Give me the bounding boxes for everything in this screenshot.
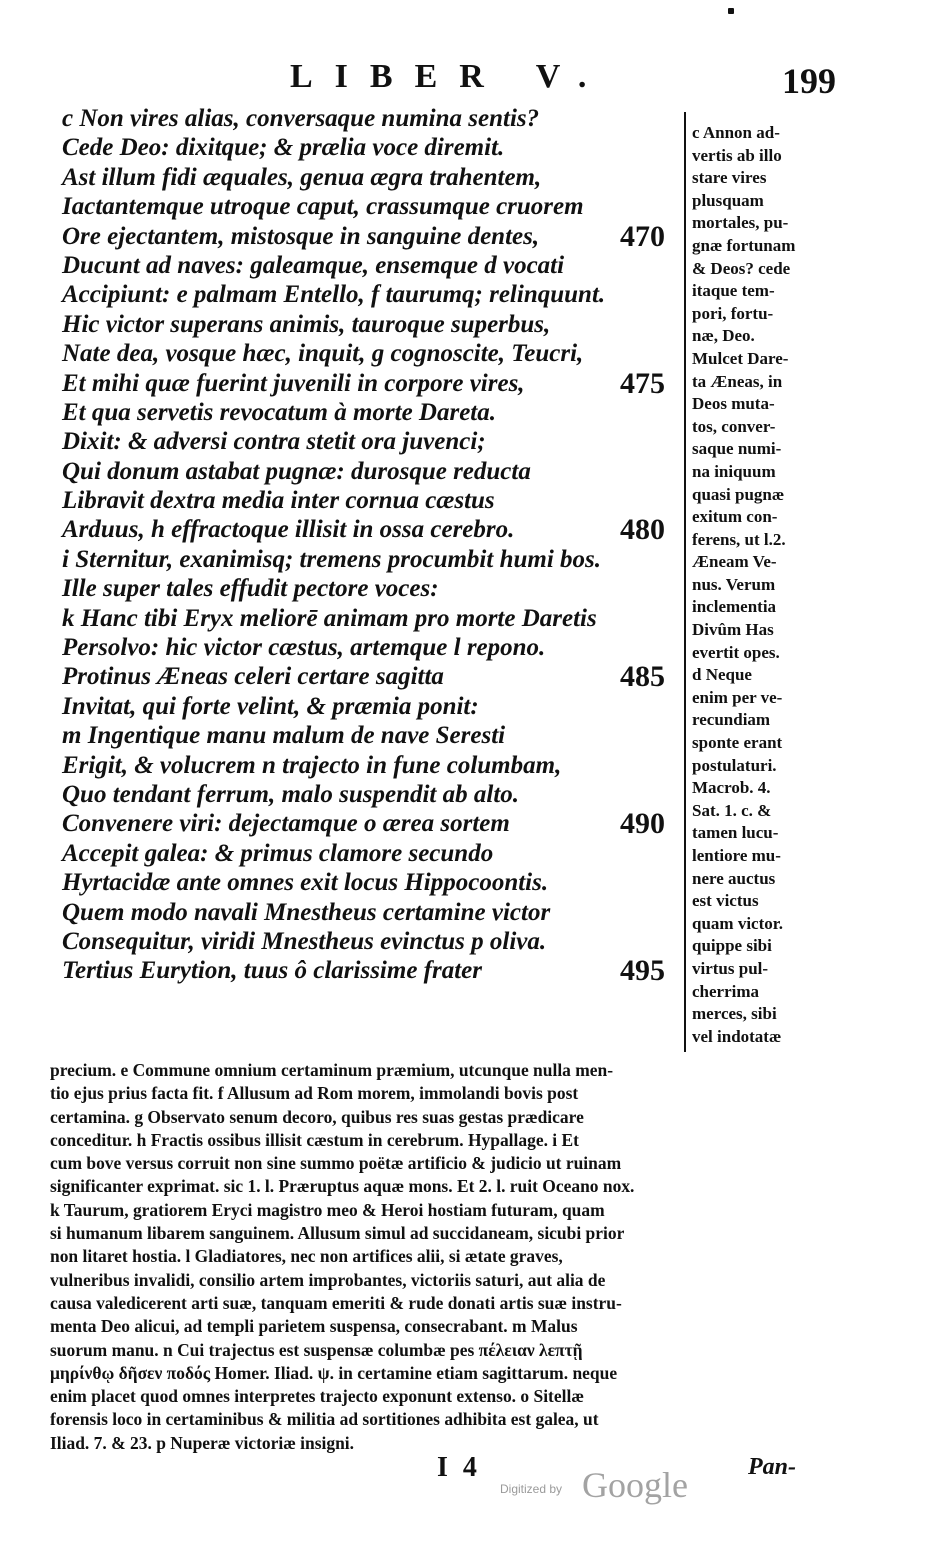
- verse-text: Arduus, h effractoque illisit in ossa cerebro.: [62, 516, 515, 544]
- column-rule: [684, 112, 686, 1052]
- verse-text: Ast illum fidi æquales, genua ægra trahentem,: [62, 163, 542, 191]
- verse-text: Cede Deo: dixitque; & prælia voce diremit.: [62, 134, 505, 162]
- gloss-line: Æneam Ve-: [692, 552, 777, 572]
- verse-line: [62, 751, 682, 780]
- verse-line: [62, 280, 682, 309]
- footnote-line: cum bove versus corruit non sine summo poëtæ artificio & judicio ut ruinam: [50, 1153, 622, 1174]
- gloss-line: pori, fortu-: [692, 303, 774, 323]
- gloss-line: cherrima: [692, 981, 760, 1001]
- verse-line: [62, 721, 682, 750]
- gloss-line: quippe sibi: [692, 936, 772, 956]
- gloss-line: enim per ve-: [692, 687, 783, 707]
- line-number: 475: [620, 366, 665, 400]
- digitized-by-label: Digitized by: [500, 1482, 563, 1496]
- gloss-line: quasi pugnæ: [692, 484, 785, 504]
- ink-mark: [728, 8, 734, 14]
- gloss-line: mortales, pu-: [692, 213, 789, 233]
- verse-text: i Sternitur, exanimisq; tremens procumbit humi bos.: [62, 545, 602, 573]
- verse-line: [62, 927, 682, 956]
- gloss-line: & Deos? cede: [692, 258, 791, 278]
- verse-text: Quo tendant ferrum, malo suspendit ab alto.: [62, 780, 520, 808]
- footnote-line: significanter exprimat. sic 1. l. Præruptus aquæ mons. Et 2. l. ruit Oceano nox.: [50, 1176, 635, 1197]
- verse-line: [62, 954, 682, 988]
- verse-text: Nate dea, vosque hæc, inquit, g cognoscite, Teucri,: [62, 340, 584, 368]
- verse-text: Iactantemque utroque caput, crassumque cruorem: [62, 193, 584, 221]
- verse-text: c Non vires alias, conversaque numina sentis?: [62, 105, 540, 132]
- verse-line: [62, 192, 682, 221]
- verse-line: [62, 366, 682, 400]
- footnote-line: enim placet quod omnes interpretes trajecto exponunt extenso. o Sitellæ: [50, 1386, 584, 1407]
- verse-line: [62, 780, 682, 809]
- gloss-line: virtus pul-: [692, 958, 769, 978]
- verse-line: [62, 633, 682, 662]
- footnote-line: suorum manu. n Cui trajectus est suspensæ columbæ pes πέλειαν λεπτῇ: [50, 1339, 583, 1360]
- gloss-line: exitum con-: [692, 507, 778, 527]
- line-number: 490: [620, 807, 665, 841]
- verse-text: Invitat, qui forte velint, & præmia ponit:: [62, 692, 479, 720]
- gloss-line: ta Æneas, in: [692, 371, 783, 391]
- gloss-line: itaque tem-: [692, 281, 775, 301]
- gloss-line: c Annon ad-: [692, 123, 780, 142]
- verse-line: [62, 104, 682, 133]
- verse-line: [62, 839, 682, 868]
- gloss-line: gnæ fortunam: [692, 235, 796, 255]
- gloss-line: postulaturi.: [692, 755, 777, 775]
- footnote-line: conceditur. h Fractis ossibus illisit cæstum in cerebrum. Hypallage. i Et: [50, 1129, 579, 1150]
- gloss-line: sponte erant: [692, 733, 783, 753]
- footnote-line: certamina. g Observato senum decoro, quibus res suas gestas prædicare: [50, 1106, 584, 1127]
- footnote-line: forensis loco in certaminibus & militia ad sortitiones adhibita est galea, ut: [50, 1409, 599, 1430]
- verse-line: [62, 807, 682, 841]
- gloss-line: Divûm Has: [692, 620, 774, 640]
- verse-text: Tertius Eurytion, tuus ô clarissime frater: [62, 957, 482, 985]
- gloss-line: evertit opes.: [692, 642, 780, 662]
- gloss-line: est victus: [692, 891, 759, 911]
- google-watermark: Google: [582, 1465, 688, 1505]
- verse-line: [62, 163, 682, 192]
- verse-column: [62, 104, 682, 986]
- verse-text: Consequitur, viridi Mnestheus evinctus p oliva.: [62, 927, 547, 955]
- gloss-line: Mulcet Dare-: [692, 348, 789, 368]
- footnote-line: vulneribus invalidi, consilio artem improbantes, victoriis saturi, aut alia de: [50, 1269, 606, 1290]
- verse-line: [62, 251, 682, 280]
- gloss-line: næ, Deo.: [692, 326, 755, 346]
- verse-line: [62, 133, 682, 162]
- gloss-line: lentiore mu-: [692, 846, 781, 865]
- footnote-line: k Taurum, gratiorem Eryci magistro meo & Heroi hostiam futuram, quam: [50, 1199, 605, 1220]
- verse-line: [62, 427, 682, 456]
- verse-text: Accipiunt: e palmam Entello, f taurumq; relinquunt.: [62, 281, 606, 309]
- gloss-line: nere auctus: [692, 868, 776, 888]
- line-number: 485: [620, 660, 665, 694]
- verse-line: [62, 660, 682, 694]
- verse-line: [62, 219, 682, 253]
- verse-text: Qui donum astabat pugnæ: durosque reducta: [62, 457, 531, 485]
- gloss-line: inclementia: [692, 597, 777, 617]
- footnote-line: si humanum libarem sanguinem. Allusum simul ad succidaneam, sicubi prior: [50, 1223, 625, 1244]
- verse-line: [62, 310, 682, 339]
- verse-line: [62, 486, 682, 515]
- verse-text: Et mihi quæ fuerint juvenili in corpore vires,: [62, 369, 525, 397]
- verse-line: [62, 398, 682, 427]
- verse-text: Quem modo navali Mnestheus certamine victor: [62, 898, 551, 926]
- gloss-column: [692, 122, 822, 1048]
- footnote-line: tio ejus prius facta fit. f Allusum ad Rom morem, immolandi bovis post: [50, 1083, 579, 1104]
- footnote-line: μηρίνθῳ δῆσεν ποδός Homer. Iliad. ψ. in certamine etiam sagittarum. neque: [50, 1362, 618, 1383]
- gloss-line: saque numi-: [692, 439, 782, 459]
- gloss-line: Sat. 1. c. &: [692, 800, 772, 820]
- footnote-line: causa valedicerent arti suæ, tanquam emeriti & rude donati artis suæ instru-: [50, 1292, 622, 1313]
- verse-text: Accepit galea: & primus clamore secundo: [62, 839, 494, 867]
- footnote-line: Iliad. 7. & 23. p Nuperæ victoriæ insigni.: [50, 1432, 355, 1453]
- verse-text: Hyrtacidæ ante omnes exit locus Hippocoontis.: [62, 869, 549, 897]
- verse-line: [62, 574, 682, 603]
- gloss-line: Deos muta-: [692, 394, 775, 414]
- gloss-line: tos, conver-: [692, 416, 776, 436]
- footnote-line: menta Deo alicui, ad templi parietem suspensa, consecrabant. m Malus: [50, 1316, 578, 1337]
- running-title: LIBER V.: [290, 58, 609, 95]
- verse-text: Dixit: & adversi contra stetit ora juvenci;: [62, 428, 486, 456]
- verse-text: Ore ejectantem, mistosque in sanguine dentes,: [62, 222, 540, 250]
- verse-line: [62, 339, 682, 368]
- verse-text: m Ingentique manu malum de nave Seresti: [62, 722, 506, 750]
- gloss-line: vertis ab illo: [692, 145, 782, 165]
- gloss-line: plusquam: [692, 190, 764, 210]
- footnote-line: precium. e Commune omnium certaminum præmium, utcunque nulla men-: [50, 1060, 614, 1080]
- gloss-line: tamen lucu-: [692, 823, 779, 843]
- gloss-line: ferens, ut l.2.: [692, 529, 786, 549]
- page-number: 199: [782, 61, 836, 101]
- verse-text: k Hanc tibi Eryx meliorē animam pro morte Daretis: [62, 604, 597, 632]
- verse-line: [62, 898, 682, 927]
- line-number: 480: [620, 513, 665, 547]
- verse-line: [62, 545, 682, 574]
- verse-text: Hic victor superans animis, tauroque superbus,: [62, 310, 551, 338]
- catchword: Pan-: [748, 1454, 796, 1480]
- footnotes: [50, 1059, 820, 1455]
- verse-text: Ille super tales effudit pectore voces:: [62, 575, 439, 603]
- signature-mark: I 4: [437, 1452, 481, 1483]
- gloss-line: nus. Verum: [692, 574, 776, 594]
- verse-text: Ducunt ad naves: galeamque, ensemque d vocati: [62, 251, 565, 279]
- verse-line: [62, 868, 682, 897]
- verse-text: Libravit dextra media inter cornua cæstus: [62, 487, 495, 515]
- gloss-line: stare vires: [692, 168, 767, 188]
- verse-text: Protinus Æneas celeri certare sagitta: [62, 663, 444, 691]
- gloss-line: vel indotatæ: [692, 1026, 782, 1046]
- line-number: 495: [620, 954, 665, 988]
- gloss-line: merces, sibi: [692, 1004, 777, 1024]
- verse-text: Et qua servetis revocatum à morte Dareta.: [62, 398, 496, 426]
- footnote-line: non litaret hostia. l Gladiatores, nec non artifices alii, si ætate graves,: [50, 1246, 563, 1267]
- gloss-line: d Neque: [692, 665, 752, 685]
- verse-line: [62, 692, 682, 721]
- gloss-line: quam victor.: [692, 913, 783, 933]
- verse-text: Convenere viri: dejectamque o ærea sortem: [62, 810, 510, 838]
- line-number: 470: [620, 219, 665, 253]
- gloss-line: Macrob. 4.: [692, 778, 771, 798]
- verse-line: [62, 457, 682, 486]
- verse-text: Persolvo: hic victor cæstus, artemque l repono.: [62, 634, 546, 662]
- verse-line: [62, 604, 682, 633]
- gloss-line: na iniquum: [692, 461, 776, 481]
- verse-text: Erigit, & volucrem n trajecto in fune columbam,: [62, 751, 562, 779]
- verse-line: [62, 513, 682, 547]
- gloss-line: recundiam: [692, 710, 771, 730]
